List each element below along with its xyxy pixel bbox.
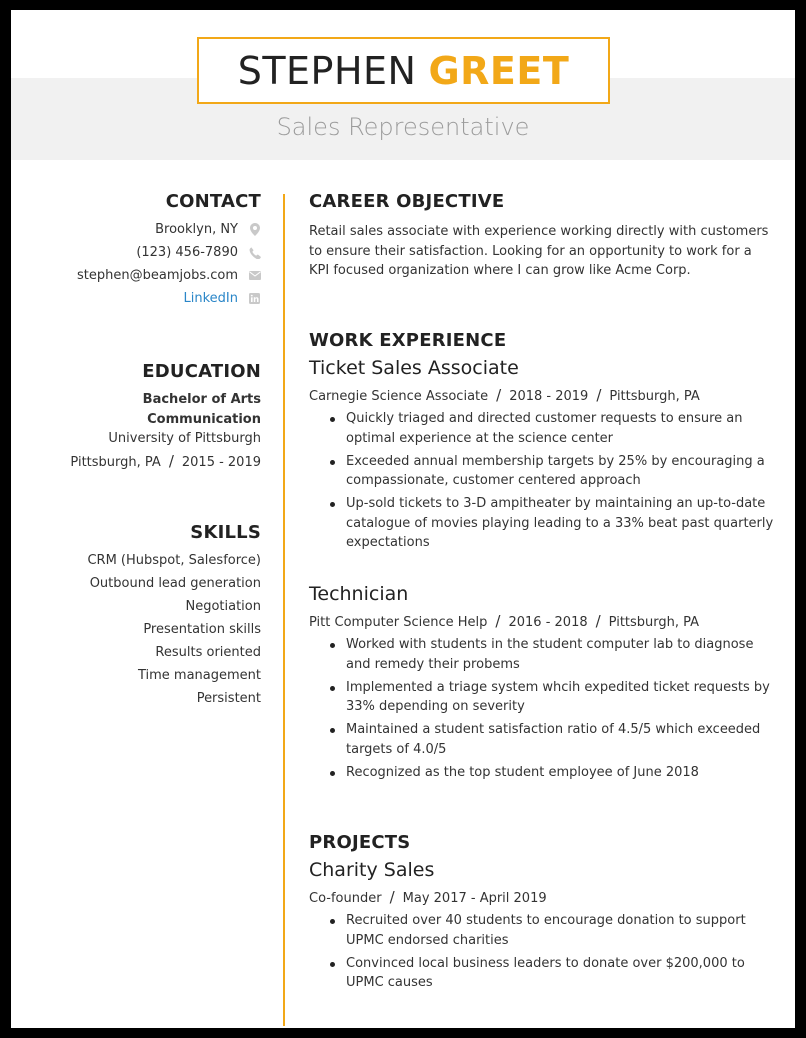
separator: / [389,888,395,906]
education-degree: Bachelor of Arts [142,392,261,407]
skill-item: CRM (Hubspot, Salesforce) [87,553,261,568]
list-item: Implemented a triage system whcih expedited ticket requests by 33% depending on severity [309,678,774,717]
first-name: STEPHEN [237,48,417,93]
phone-icon [248,246,261,259]
education-heading: EDUCATION [142,361,261,382]
list-item: Up-sold tickets to 3-D ampitheater by maintaining an up-to-date catalogue of movies playing leading to a 33% beat past quarterly expectations [309,494,774,553]
skill-item: Outbound lead generation [89,576,261,591]
job-title: Technician [309,583,409,605]
contact-location [155,222,261,237]
separator: / [496,386,502,404]
list-item: Maintained a student satisfaction ratio of 4.5/5 which exceeded targets of 4.0/5 [309,720,774,759]
map-pin-icon [248,223,261,236]
contact-heading: CONTACT [165,191,261,212]
project-dates: May 2017 - April 2019 [402,891,547,906]
job-dates: 2016 - 2018 [508,615,588,630]
job-title: Ticket Sales Associate [309,357,519,379]
skill-item: Presentation skills [143,622,261,637]
education-dates: 2015 - 2019 [181,455,261,470]
skill-item: Time management [137,668,261,683]
projects-heading: PROJECTS [309,832,411,853]
job-location: Pittsburgh, PA [608,615,700,630]
last-name: GREET [428,48,570,93]
skill-item: Results oriented [155,645,261,660]
list-item: Quickly triaged and directed customer requests to ensure an optimal experience at the science center [309,409,774,448]
experience-heading: WORK EXPERIENCE [309,330,507,351]
job-meta [309,386,700,404]
contact-linkedin[interactable] [184,291,261,306]
education-location: Pittsburgh, PA [70,455,161,470]
contact-email[interactable] [77,268,261,283]
separator: / [596,386,602,404]
skill-item: Negotiation [185,599,261,614]
job-title-header: Sales Representative [276,113,530,141]
contact-phone [136,245,261,260]
education-major: Communication [147,412,261,427]
education-school: University of Pittsburgh [108,431,261,446]
job-company: Pitt Computer Science Help [309,615,488,630]
column-divider [283,194,285,1026]
separator: / [495,612,501,630]
contact-email-text[interactable]: stephen@beamjobs.com [77,268,238,283]
separator: / [595,612,601,630]
education-location-dates [70,452,261,470]
contact-location-text: Brooklyn, NY [155,222,238,237]
linkedin-icon [248,292,261,305]
list-item: Exceeded annual membership targets by 25% by encouraging a compassionate, customer centered approach [309,452,774,491]
resume-page [11,10,795,1028]
envelope-icon [248,269,261,282]
project-role: Co-founder [309,891,382,906]
project-meta [309,888,547,906]
list-item: Worked with students in the student computer lab to diagnose and remedy their probems [309,635,774,674]
name-box [197,37,610,104]
project-title: Charity Sales [309,859,435,881]
job-company: Carnegie Science Associate [309,389,489,404]
job-meta [309,612,699,630]
skills-heading: SKILLS [190,522,261,543]
job-bullets [309,409,774,556]
skill-item: Persistent [196,691,261,706]
project-bullets [309,911,774,996]
contact-phone-text: (123) 456-7890 [136,245,238,260]
list-item: Convinced local business leaders to donate over $200,000 to UPMC causes [309,954,774,993]
job-location: Pittsburgh, PA [609,389,700,404]
linkedin-link[interactable]: LinkedIn [183,291,238,306]
job-bullets [309,635,774,786]
job-dates: 2018 - 2019 [509,389,589,404]
separator: / [168,452,174,470]
objective-heading: CAREER OBJECTIVE [309,191,505,212]
list-item: Recognized as the top student employee of June 2018 [309,763,774,783]
objective-text: Retail sales associate with experience working directly with customers to ensure their satisfaction. Looking for an opportunity to work for a KPI focused organization where I can grow like Acme Corp. [309,224,769,278]
list-item: Recruited over 40 students to encourage donation to support UPMC endorsed charities [309,911,774,950]
